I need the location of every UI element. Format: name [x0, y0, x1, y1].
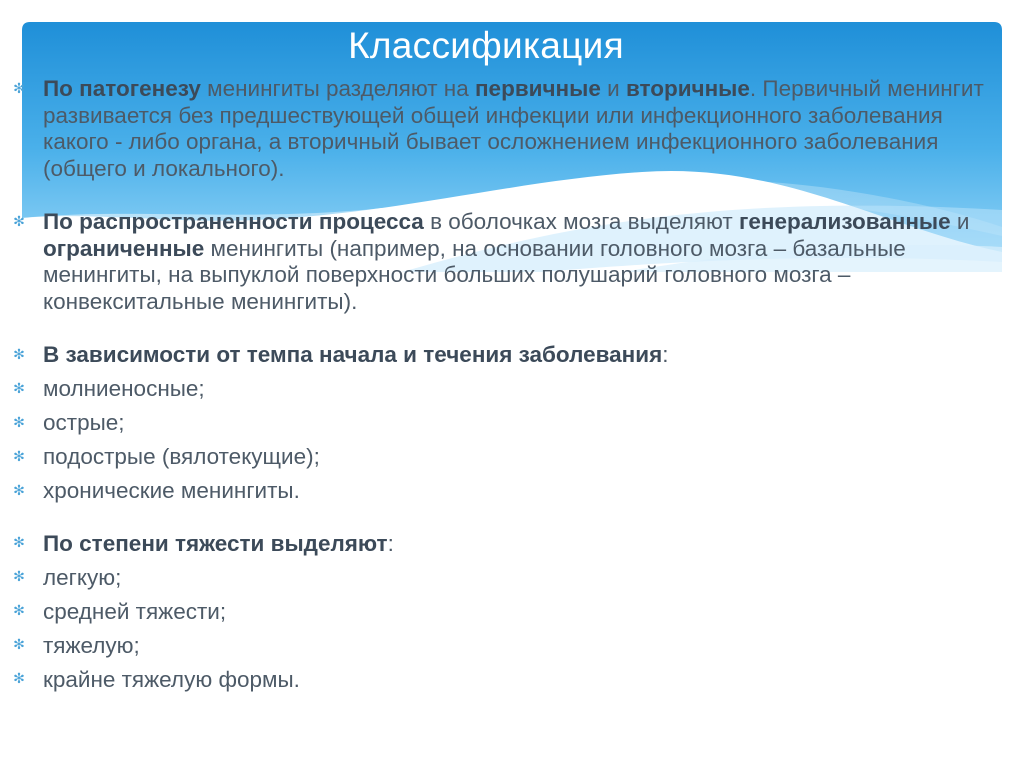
asterisk-icon: ✻: [13, 670, 25, 687]
list-item-severity-heading: ✻ По степени тяжести выделяют:: [13, 530, 394, 556]
list-item: ✻ тяжелую;: [13, 632, 140, 658]
list-item-prevalence: ✻ По распространенности процесса в оболочках мозга выделяют генерализованные и ограниченные менингиты (например, на основании головного мозга – базальные менингиты, на выпуклой поверхности больших полушарий головного мозга – конвекситальные менингиты).: [13, 209, 970, 314]
list-item: ✻ крайне тяжелую формы.: [13, 666, 300, 692]
list-item-tempo-heading: ✻ В зависимости от темпа начала и течения заболевания:: [13, 342, 669, 367]
list-item: ✻ острые;: [13, 410, 125, 435]
asterisk-icon: ✻: [13, 636, 25, 653]
asterisk-icon: ✻: [13, 345, 25, 362]
list-item: ✻ средней тяжести;: [13, 598, 227, 624]
asterisk-icon: ✻: [13, 212, 25, 229]
content-list: [12, 76, 1010, 693]
list-item: ✻ подострые (вялотекущие);: [13, 444, 320, 469]
asterisk-icon: ✻: [13, 481, 25, 498]
asterisk-icon: ✻: [13, 568, 25, 585]
asterisk-icon: ✻: [13, 79, 25, 96]
list-item-pathogenesis: ✻ По патогенезу менингиты разделяют на первичные и вторичные. Первичный менингит развивается без предшествующей общей инфекции или инфекционного заболевания какого - либо органа, а вторичный бывает осложнением инфекционного заболевания (общего и локального).: [13, 76, 984, 181]
asterisk-icon: ✻: [13, 602, 25, 619]
asterisk-icon: ✻: [13, 534, 25, 551]
list-item: ✻ легкую;: [13, 564, 122, 590]
asterisk-icon: ✻: [13, 447, 25, 464]
asterisk-icon: ✻: [13, 413, 25, 430]
asterisk-icon: ✻: [13, 379, 25, 396]
page-title: Классификация: [348, 25, 624, 66]
list-item: ✻ молниеносные;: [13, 376, 205, 401]
list-item: ✻ хронические менингиты.: [13, 478, 300, 503]
